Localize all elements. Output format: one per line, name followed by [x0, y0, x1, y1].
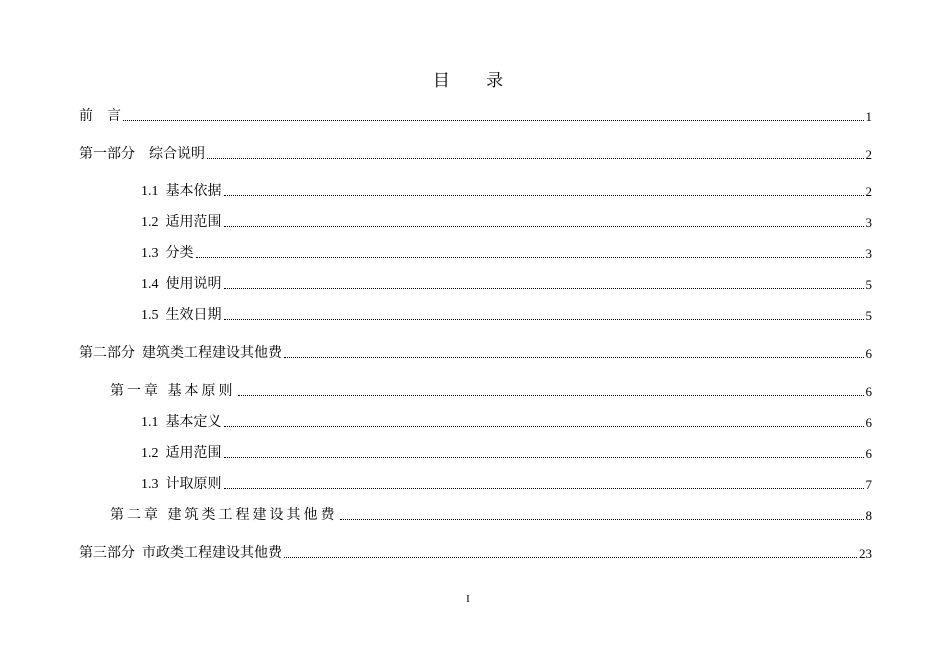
- toc-page-number: 3: [865, 215, 872, 230]
- toc-entry-label: 第一部分 综合说明: [79, 147, 205, 162]
- toc-entry-label: 1.1 基本定义: [141, 415, 222, 430]
- toc-entry-label: 第二章 建筑类工程建设其他费: [110, 508, 338, 523]
- toc-dot-leader: [224, 288, 864, 289]
- toc-dot-leader: [224, 457, 864, 458]
- toc-dot-leader: [238, 395, 864, 396]
- toc-entry-label: 第三部分 市政类工程建设其他费: [79, 546, 282, 561]
- toc-entry-label: 1.5 生效日期: [141, 308, 222, 323]
- toc-entry-label: 第二部分 建筑类工程建设其他费: [79, 346, 282, 361]
- toc-page-number: 6: [865, 384, 872, 399]
- toc-page-number: 2: [865, 147, 872, 162]
- toc-dot-leader: [224, 488, 864, 489]
- toc-dot-leader: [224, 319, 864, 320]
- toc-entry-part2-chapter1[interactable]: [110, 380, 872, 400]
- toc-dot-leader: [207, 158, 864, 159]
- toc-entry-part2-1-2[interactable]: [141, 442, 872, 462]
- toc-page-number: 8: [865, 508, 872, 523]
- toc-dot-leader: [284, 557, 857, 558]
- toc-entry-label: 1.3 分类: [141, 246, 194, 261]
- toc-entry-part2-1-3[interactable]: [141, 473, 872, 493]
- toc-entry-part2-1-1[interactable]: [141, 411, 872, 431]
- toc-page-number: 1: [865, 109, 872, 124]
- toc-dot-leader: [224, 226, 864, 227]
- toc-entry-part1[interactable]: [79, 143, 872, 163]
- toc-page-number: 5: [865, 277, 872, 292]
- toc-entry-preface[interactable]: [79, 105, 872, 125]
- toc-page-number: 23: [859, 546, 872, 561]
- toc-entry-label: 1.1 基本依据: [141, 184, 222, 199]
- toc-entry-part1-1-4[interactable]: [141, 273, 872, 293]
- toc-entry-part2-chapter2[interactable]: [110, 504, 872, 524]
- toc-dot-leader: [284, 357, 864, 358]
- toc-entry-label: 1.2 适用范围: [141, 215, 222, 230]
- toc-dot-leader: [224, 426, 864, 427]
- toc-entry-part2[interactable]: [79, 342, 872, 362]
- toc-page-number: 6: [865, 346, 872, 361]
- toc-entry-part1-1-2[interactable]: [141, 211, 872, 231]
- toc-page-number: 7: [865, 477, 872, 492]
- toc-dot-leader: [224, 195, 864, 196]
- toc-entry-label: 第一章 基本原则: [110, 384, 236, 399]
- toc-page-number: 5: [865, 308, 872, 323]
- toc-entry-label: 1.4 使用说明: [141, 277, 222, 292]
- toc-entry-label: 前 言: [79, 109, 121, 124]
- toc-page-number: 6: [865, 415, 872, 430]
- toc-entry-label: 1.2 适用范围: [141, 446, 222, 461]
- toc-entry-part3[interactable]: [79, 542, 872, 562]
- toc-page-number: 3: [865, 246, 872, 261]
- footer-page-number: I: [466, 593, 470, 605]
- toc-entry-part1-1-1[interactable]: [141, 180, 872, 200]
- toc-entry-part1-1-3[interactable]: [141, 242, 872, 262]
- toc-page-number: 2: [865, 184, 872, 199]
- toc-page-number: 6: [865, 446, 872, 461]
- toc-dot-leader: [196, 257, 864, 258]
- toc-entry-label: 1.3 计取原则: [141, 477, 222, 492]
- toc-title: 目 录: [432, 71, 520, 90]
- toc-entry-part1-1-5[interactable]: [141, 304, 872, 324]
- toc-dot-leader: [123, 120, 864, 121]
- toc-dot-leader: [340, 519, 864, 520]
